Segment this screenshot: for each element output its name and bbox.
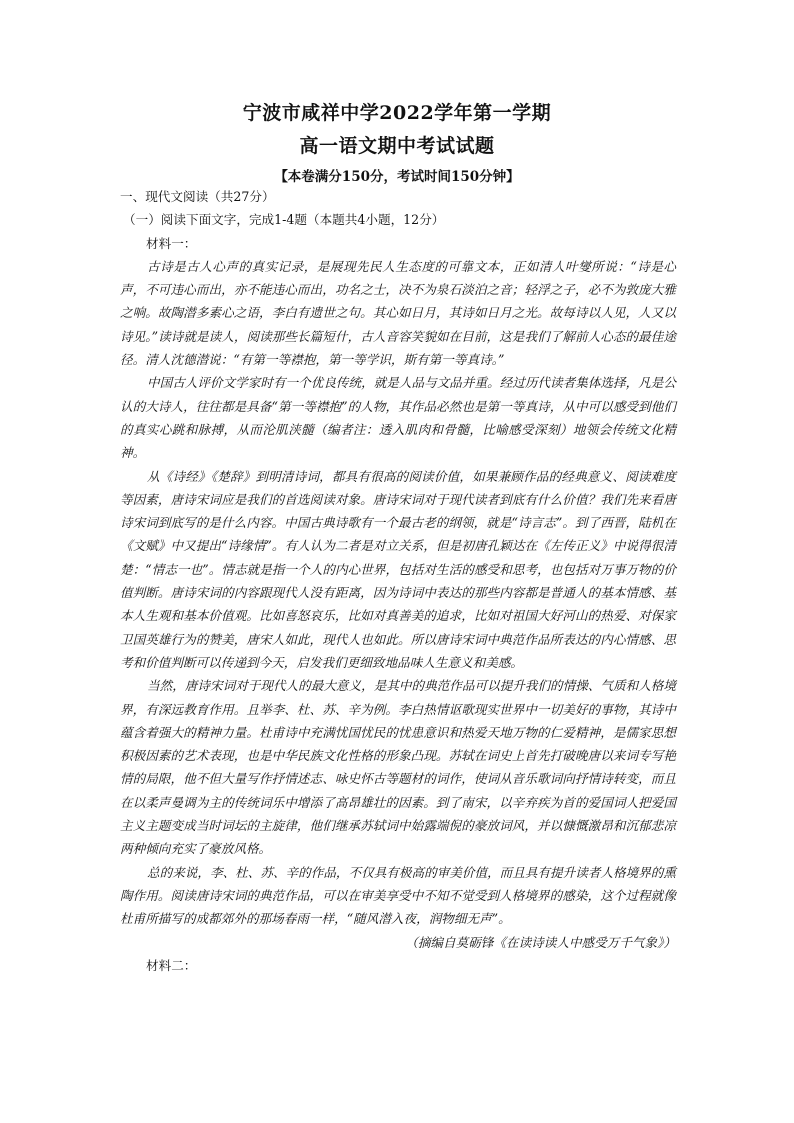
- school-term-title: 宁波市咸祥中学2022学年第一学期: [242, 102, 552, 124]
- section-heading: 一、现代文阅读（共27分）: [120, 189, 275, 204]
- exam-title: 高一语文期中考试试题: [299, 135, 495, 157]
- material-1-paragraph: 中国古人评价文学家时有一个优良传统，就是人品与文品并重。经过历代读者集体选择，凡是公认的大诗人，往往都是具备“第一等襟抱”的人物，其作品必然也是第一等真诗，从中可以感受到他们的真实心跳和脉搏，从而沦肌浃髓（编者注：透入肌肉和骨髓，比喻感受深刻）地领会传统文化精神。: [120, 375, 676, 461]
- exam-body: [120, 185, 676, 977]
- material-1-paragraph: 从《诗经》《楚辞》到明清诗词，都具有很高的阅读价值，如果兼顾作品的经典意义、阅读难度等因素，唐诗宋词应是我们的首选阅读对象。唐诗宋词对于现代读者到底有什么价值？我们先来看唐诗宋词到底写的是什么内容。中国古典诗歌有一个最古老的纲领，就是“诗言志”。到了西晋，陆机在《文赋》中又提出“诗缘情”。有人认为二者是对立关系，但是初唐孔颖达在《左传正义》中说得很清楚：“情志一也”。情志就是指一个人的内心世界，包括对生活的感受和思考，也包括对万事万物的价值判断。唐诗宋词的内容跟现代人没有距离，因为诗词中表达的那些内容都是普通人的基本情感、基本人生观和基本价值观。比如喜怒哀乐，比如对真善美的追求，比如对祖国大好河山的热爱、对保家卫国英雄行为的赞美，唐宋人如此，现代人也如此。所以唐诗宋词中典范作品所表达的内心情感、思考和价值判断可以传递到今天，启发我们更细致地品味人生意义和美感。: [120, 468, 676, 670]
- material-1-label: 材料一：: [146, 235, 197, 251]
- material-2-label: 材料二：: [146, 957, 197, 973]
- material-1-paragraph: 当然，唐诗宋词对于现代人的最大意义，是其中的典范作品可以提升我们的情操、气质和人格境界，有深远教育作用。且举李、杜、苏、辛为例。李白热情讴歌现实世界中一切美好的事物，其诗中蕴含着强大的精神力量。杜甫诗中充满忧国忧民的忧患意识和热爱天地万物的仁爱精神，是儒家思想积极因素的艺术表现，也是中华民族文化性格的形象凸现。苏轼在词史上首先打破晚唐以来词专写艳情的局限，他不但大量写作抒情述志、咏史怀古等题材的词作，使词从音乐歌词向抒情诗转变，而且在以柔声曼调为主的传统词乐中增添了高昂雄壮的因素。到了南宋，以辛弃疾为首的爱国词人把爱国主义主题变成当时词坛的主旋律，他们继承苏轼词中始露端倪的豪放词风，并以慷慨激昂和沉郁悲凉两种倾向充实了豪放风格。: [120, 678, 676, 857]
- material-1-source: （摘编自莫砺锋《在读诗读人中感受万千气象》）: [405, 934, 676, 950]
- material-1-paragraph: 总的来说，李、杜、苏、辛的作品，不仅具有极高的审美价值，而且具有提升读者人格境界的熏陶作用。阅读唐诗宋词的典范作品，可以在审美享受中不知不觉受到人格境界的感染，这个过程就像杜甫所描写的成都郊外的那场春雨一样，“随风潜入夜，润物细无声”。: [120, 864, 676, 927]
- material-1-paragraph: 古诗是古人心声的真实记录，是展现先民人生态度的可靠文本，正如清人叶燮所说：“诗是心声，不可违心而出，亦不能违心而出，功名之士，决不为泉石淡泊之音；轻浮之子，必不为敦庞大雅之响。故陶潜多素心之语，李白有遗世之句。其心如日月，其诗如日月之光。故每诗以人见，人又以诗见。”读诗就是读人，阅读那些长篇短什，古人音容笑貌如在目前，这是我们了解前人心态的最佳途径。清人沈德潜说：“有第一等襟抱，第一等学识，斯有第一等真诗。”: [120, 258, 676, 368]
- section-subheading: （一）阅读下面文字，完成1-4题（本题共4小题，12分）: [123, 212, 445, 228]
- exam-info: 【本卷满分150分，考试时间150分钟】: [274, 169, 520, 185]
